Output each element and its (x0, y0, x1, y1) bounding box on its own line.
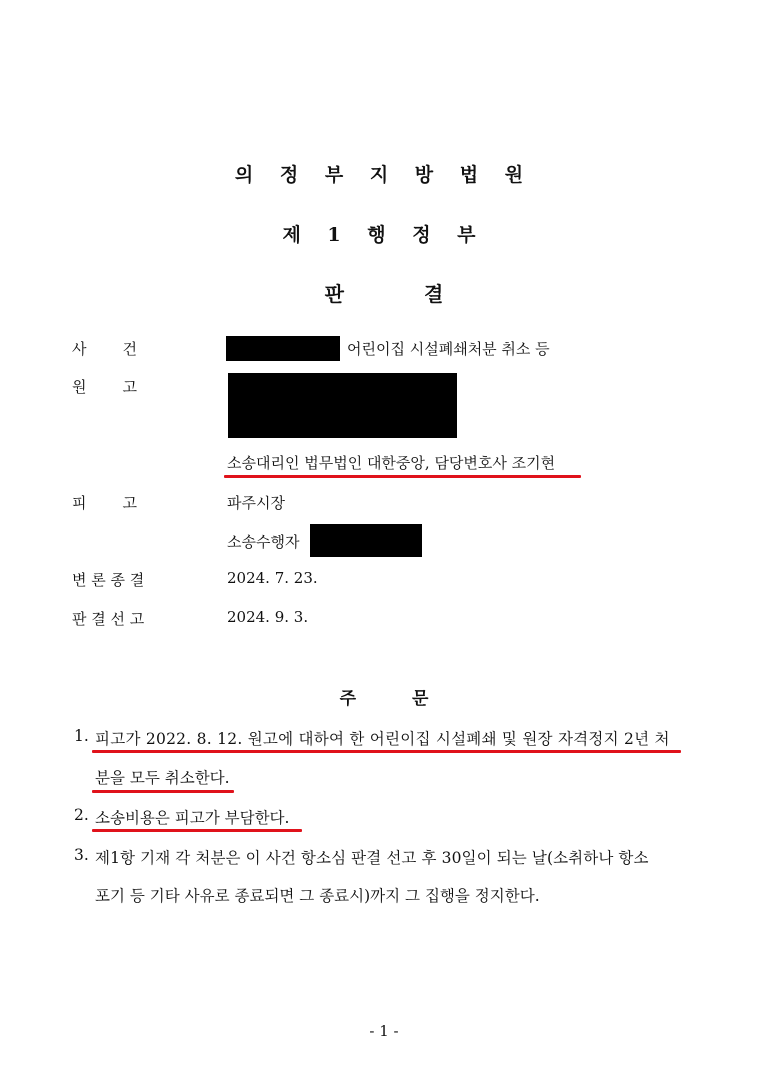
plaintiff-representative: 소송대리인 법무법인 대한중앙, 담당변호사 조기현 (227, 454, 556, 472)
plaintiff-rep-underline (224, 475, 581, 478)
order-item-2-line1: 소송비용은 피고가 부담한다. (95, 809, 290, 827)
defendant-agent-label: 소송수행자 (227, 533, 300, 551)
document-title-part2: 결 (424, 282, 444, 306)
document-title-part1: 판 (324, 282, 344, 306)
defendant-agent-redaction (310, 524, 422, 557)
plaintiff-label: 원 고 (72, 378, 139, 396)
case-title: 어린이집 시설폐쇄처분 취소 등 (347, 340, 550, 358)
order-title (0, 684, 768, 709)
plaintiff-name-redaction (228, 373, 457, 438)
order-title-part1: 주 (339, 689, 356, 709)
order-item-1-underline-1 (92, 750, 681, 753)
judgment-date: 2024. 9. 3. (227, 608, 309, 626)
judgment-date-label: 판 결 선 고 (72, 610, 145, 628)
order-item-1-number: 1. (74, 727, 89, 745)
order-title-part2: 문 (412, 689, 429, 709)
page-number: - 1 - (369, 1022, 399, 1040)
order-item-3-number: 3. (74, 846, 89, 864)
case-label: 사 건 (72, 340, 139, 358)
defendant-label: 피 고 (72, 494, 139, 512)
division-name: 제 1 행 정 부 (282, 224, 486, 246)
order-item-1-line1: 피고가 2022. 8. 12. 원고에 대하여 한 어린이집 시설폐쇄 및 원장 자격정지 2년 처 (95, 730, 670, 748)
order-item-3-line1: 제1항 기재 각 처분은 이 사건 항소심 판결 선고 후 30일이 되는 날(소취하나 항소 (95, 849, 649, 867)
defendant-name: 파주시장 (227, 494, 285, 512)
order-item-2-number: 2. (74, 806, 89, 824)
document-title (0, 278, 768, 307)
argument-closed-date: 2024. 7. 23. (227, 569, 318, 587)
order-item-1-underline-2 (92, 790, 234, 793)
court-name: 의 정 부 지 방 법 원 (234, 164, 534, 186)
order-item-2-underline (92, 829, 302, 832)
argument-closed-label: 변 론 종 결 (72, 571, 145, 589)
order-item-1-line2: 분을 모두 취소한다. (95, 769, 230, 787)
case-number-redaction (226, 336, 340, 361)
order-item-3-line2: 포기 등 기타 사유로 종료되면 그 종료시)까지 그 집행을 정지한다. (95, 887, 540, 905)
